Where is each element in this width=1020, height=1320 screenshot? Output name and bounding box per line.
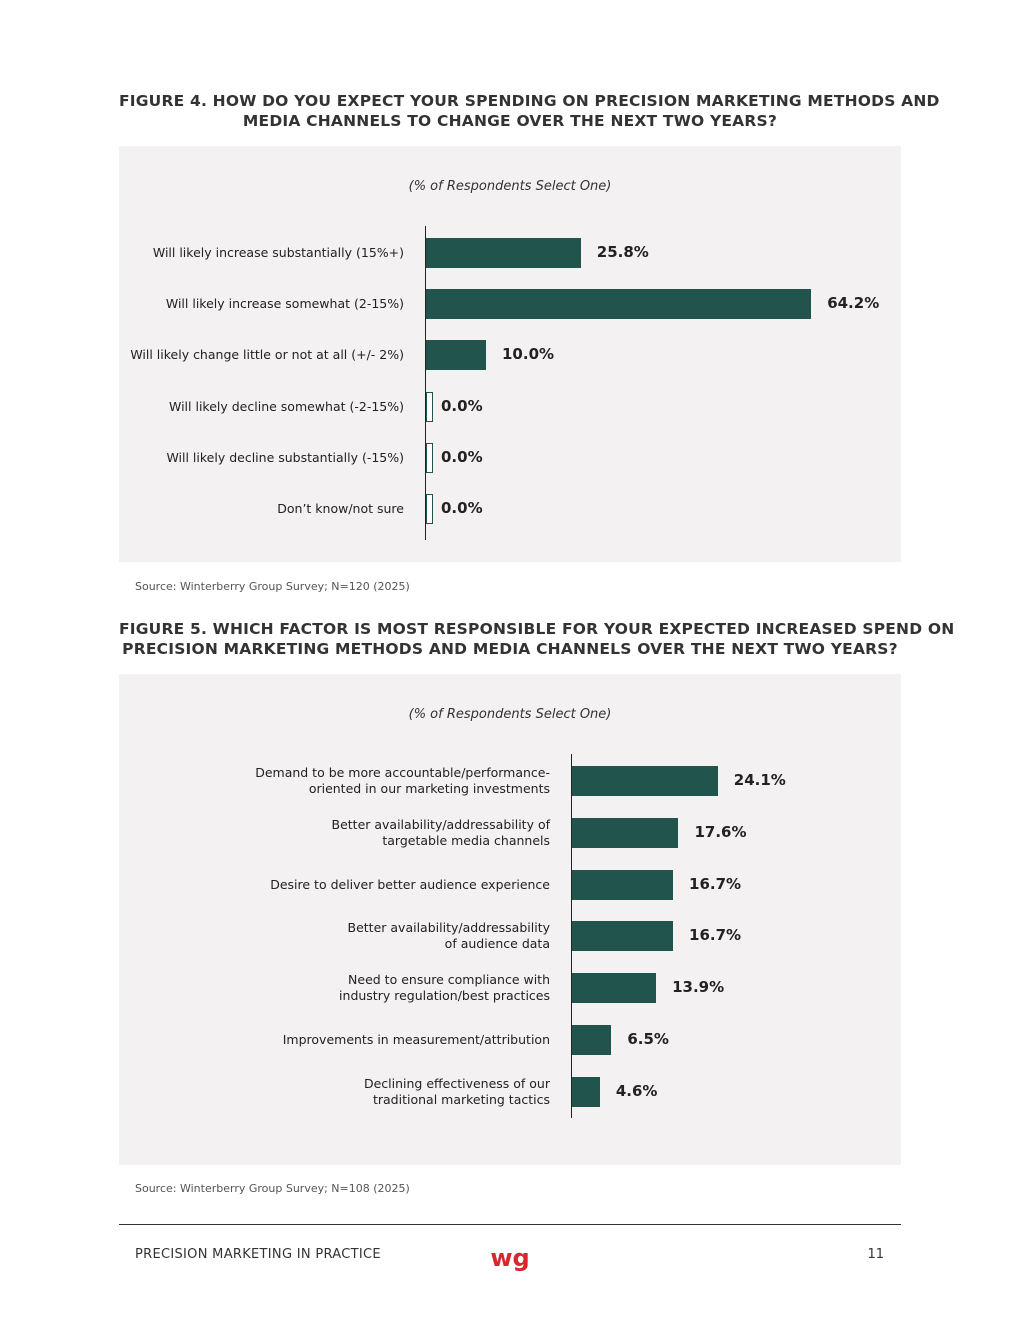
fig4-category-label bbox=[166, 296, 404, 312]
fig5-bar bbox=[572, 1077, 600, 1107]
fig4-value-label: 0.0% bbox=[441, 447, 483, 466]
fig5-category-label-line: targetable media channels bbox=[382, 832, 550, 848]
figure-5-title-line-2: PRECISION MARKETING METHODS AND MEDIA CHANNELS OVER THE NEXT TWO YEARS? bbox=[122, 640, 898, 658]
winterberry-logo bbox=[488, 1244, 532, 1278]
figure-5-source: Source: Winterberry Group Survey; N=108 (2025) bbox=[135, 1182, 410, 1195]
fig4-bar bbox=[426, 289, 811, 319]
fig4-category-label bbox=[277, 501, 404, 517]
fig4-bar bbox=[426, 494, 433, 524]
fig5-category-label bbox=[364, 1076, 550, 1108]
fig5-bar bbox=[572, 818, 678, 848]
fig5-value-label: 17.6% bbox=[694, 822, 747, 841]
fig4-category-label-line: Will likely change little or not at all (+/- 2%) bbox=[130, 347, 404, 363]
fig5-category-label bbox=[255, 765, 550, 797]
fig4-category-label-line: Will likely decline somewhat (-2-15%) bbox=[169, 398, 404, 414]
fig5-category-label-line: Desire to deliver better audience experience bbox=[270, 876, 550, 892]
fig4-value-label: 0.0% bbox=[441, 396, 483, 415]
fig5-bar bbox=[572, 766, 718, 796]
footer-divider bbox=[119, 1224, 901, 1225]
figure-5-title-line-1: FIGURE 5. WHICH FACTOR IS MOST RESPONSIBLE FOR YOUR EXPECTED INCREASED SPEND ON bbox=[119, 620, 955, 638]
fig4-category-label bbox=[130, 347, 404, 363]
fig5-category-label bbox=[332, 817, 551, 849]
fig4-category-label-line: Will likely increase somewhat (2-15%) bbox=[165, 296, 404, 312]
fig5-category-label-line: Better availability/addressability bbox=[347, 920, 550, 936]
fig5-bar bbox=[572, 1025, 611, 1055]
figure-5-title bbox=[119, 619, 955, 659]
figure-4-title bbox=[119, 91, 940, 131]
fig4-value-label: 0.0% bbox=[441, 499, 483, 517]
fig5-category-label bbox=[283, 1032, 550, 1048]
fig4-y-axis bbox=[425, 226, 426, 540]
figure-4-title-line-2: MEDIA CHANNELS TO CHANGE OVER THE NEXT TWO YEARS? bbox=[242, 112, 778, 130]
figure-4-chart-panel bbox=[119, 146, 901, 562]
fig5-value-label: 24.1% bbox=[733, 771, 786, 789]
fig5-category-label-line: oriented in our marketing investments bbox=[308, 781, 550, 796]
fig5-bar bbox=[572, 973, 656, 1003]
figure-5-chart-panel bbox=[119, 674, 901, 1165]
fig4-category-label-line: Will likely decline substantially (-15%) bbox=[166, 449, 404, 465]
fig5-category-label-line: Declining effectiveness of our bbox=[363, 1075, 550, 1091]
fig4-bar bbox=[426, 443, 433, 473]
fig5-category-label bbox=[348, 920, 550, 952]
figure-5-subtitle: (% of Respondents Select One) bbox=[408, 707, 612, 722]
fig4-category-label-line: Will likely increase substantially (15%+) bbox=[152, 245, 404, 260]
logo-wordmark: wg bbox=[490, 1244, 530, 1272]
fig5-category-label-line: traditional marketing tactics bbox=[372, 1091, 550, 1107]
fig4-category-label-line: Don’t know/not sure bbox=[277, 501, 404, 516]
fig5-value-label: 13.9% bbox=[672, 978, 725, 997]
fig5-category-label-line: of audience data bbox=[444, 936, 550, 952]
figure-4-title-line-1: FIGURE 4. HOW DO YOU EXPECT YOUR SPENDING ON PRECISION MARKETING METHODS AND bbox=[119, 92, 940, 110]
fig5-value-label: 4.6% bbox=[615, 1081, 658, 1100]
fig5-category-label-line: industry regulation/best practices bbox=[339, 988, 550, 1004]
footer-report-title: PRECISION MARKETING IN PRACTICE bbox=[135, 1247, 381, 1262]
figure-4-subtitle: (% of Respondents Select One) bbox=[408, 179, 612, 194]
fig4-category-label bbox=[169, 399, 404, 415]
fig4-bar bbox=[426, 340, 486, 370]
fig4-value-label: 64.2% bbox=[827, 294, 880, 313]
fig5-value-label: 16.7% bbox=[689, 874, 742, 893]
fig4-category-label bbox=[166, 450, 404, 466]
fig4-value-label: 10.0% bbox=[502, 345, 555, 364]
fig5-bar bbox=[572, 921, 673, 951]
fig4-category-label bbox=[153, 245, 404, 261]
fig5-category-label-line: Improvements in measurement/attribution bbox=[282, 1032, 550, 1047]
page-number: 11 bbox=[867, 1247, 884, 1262]
fig5-category-label-line: Better availability/addressability of bbox=[331, 816, 550, 832]
fig4-bar bbox=[426, 238, 581, 268]
fig4-bar bbox=[426, 392, 433, 422]
fig5-value-label: 6.5% bbox=[627, 1030, 669, 1048]
fig5-category-label bbox=[339, 972, 550, 1004]
fig5-category-label bbox=[270, 877, 550, 893]
fig5-bar bbox=[572, 870, 673, 900]
fig4-value-label: 25.8% bbox=[596, 243, 649, 261]
fig5-category-label-line: Need to ensure compliance with bbox=[348, 972, 550, 988]
fig5-category-label-line: Demand to be more accountable/performance- bbox=[255, 765, 550, 780]
figure-4-source: Source: Winterberry Group Survey; N=120 (2025) bbox=[135, 580, 410, 593]
fig5-value-label: 16.7% bbox=[689, 926, 742, 945]
